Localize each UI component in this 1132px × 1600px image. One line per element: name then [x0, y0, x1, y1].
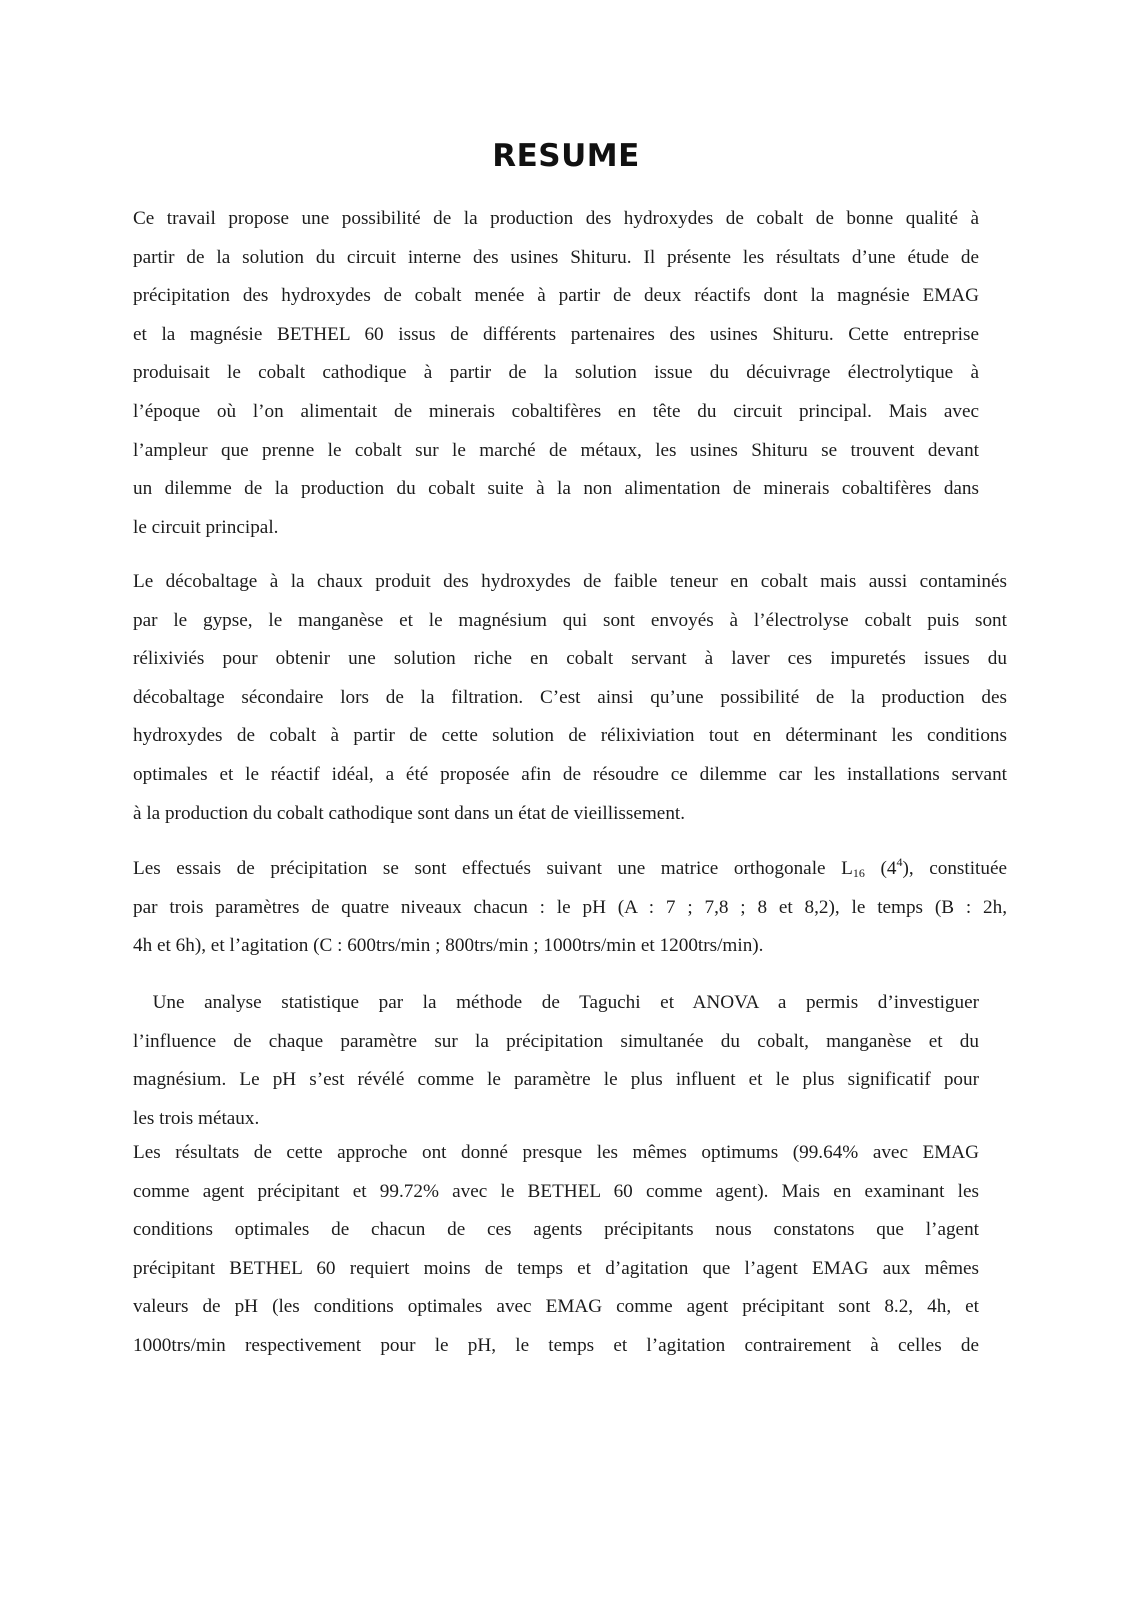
text-line: à la production du cobalt cathodique sont dans un état de vieillissement.: [133, 802, 686, 824]
text-line: valeurs de pH (les conditions optimales avec EMAG comme agent précipitant sont 8.2, 4h, et: [133, 1296, 979, 1318]
paragraph-intro: [133, 200, 979, 547]
text-line: rélixiviés pour obtenir une solution riche en cobalt servant à laver ces impuretés issues du: [133, 648, 1007, 670]
text-line: hydroxydes de cobalt à partir de cette solution de rélixiviation tout en déterminant les conditions: [133, 725, 1007, 747]
paragraph-resultats: [133, 1134, 979, 1366]
text-line: partir de la solution du circuit interne des usines Shituru. Il présente les résultats d’une étude de: [133, 246, 979, 268]
text-line: le circuit principal.: [133, 516, 279, 538]
text-line: précipitant BETHEL 60 requiert moins de temps et d’agitation que l’agent EMAG aux mêmes: [133, 1257, 979, 1279]
text-line: par le gypse, le manganèse et le magnésium qui sont envoyés à l’électrolyse cobalt puis sont: [133, 609, 1007, 631]
paragraph-analyse: [133, 984, 979, 1138]
text-line: conditions optimales de chacun de ces agents précipitants nous constatons que l’agent: [133, 1219, 979, 1241]
text-segment: ), constituée: [902, 858, 1007, 879]
page-title: RESUME: [492, 138, 640, 174]
text-line: décobaltage sécondaire lors de la filtration. C’est ainsi qu’une possibilité de la production des: [133, 686, 1007, 708]
text-line: produisait le cobalt cathodique à partir de la solution issue du décuivrage électrolytique à: [133, 362, 979, 384]
text-line: précipitation des hydroxydes de cobalt menée à partir de deux réactifs dont la magnésie EMAG: [133, 285, 979, 307]
text-line: Le décobaltage à la chaux produit des hydroxydes de faible teneur en cobalt mais aussi contaminés: [133, 571, 1007, 592]
text-line: 1000trs/min respectivement pour le pH, le temps et l’agitation contrairement à celles de: [133, 1334, 979, 1356]
text-line: les trois métaux.: [133, 1107, 260, 1129]
text-line: l’influence de chaque paramètre sur la précipitation simultanée du cobalt, manganèse et du: [133, 1030, 979, 1052]
text-line: un dilemme de la production du cobalt suite à la non alimentation de minerais cobaltifères dans: [133, 478, 979, 500]
text-segment: (4: [864, 858, 897, 879]
text-segment: Les essais de précipitation se sont effectués suivant une matrice orthogonale L: [133, 858, 853, 879]
subscript: 16: [852, 866, 865, 880]
text-line-matrix: [133, 850, 1007, 889]
text-line: comme agent précipitant et 99.72% avec le BETHEL 60 comme agent). Mais en examinant les: [133, 1180, 979, 1202]
text-line: par trois paramètres de quatre niveaux chacun : le pH (A : 7 ; 7,8 ; 8 et 8,2), le temps (B : 2h,: [133, 896, 1007, 918]
text-line: optimales et le réactif idéal, a été proposée afin de résoudre ce dilemme car les installations servant: [133, 763, 1007, 785]
paragraph-essais: [133, 850, 1007, 966]
text-line: 4h et 6h), et l’agitation (C : 600trs/min ; 800trs/min ; 1000trs/min et 1200trs/min).: [133, 935, 764, 957]
text-line: Les résultats de cette approche ont donné presque les mêmes optimums (99.64% avec EMAG: [133, 1142, 979, 1163]
text-line: et la magnésie BETHEL 60 issus de différents partenaires des usines Shituru. Cette entreprise: [133, 323, 979, 345]
text-line: Une analyse statistique par la méthode de Taguchi et ANOVA a permis d’investiguer: [133, 992, 979, 1013]
paragraph-decobaltage: [133, 563, 1007, 833]
text-line: Ce travail propose une possibilité de la production des hydroxydes de cobalt de bonne qualité à: [133, 208, 979, 229]
superscript: 4: [896, 855, 903, 869]
text-line: magnésium. Le pH s’est révélé comme le paramètre le plus influent et le plus significatif pour: [133, 1069, 979, 1091]
text-line: l’ampleur que prenne le cobalt sur le marché de métaux, les usines Shituru se trouvent devant: [133, 439, 979, 461]
text-line: l’époque où l’on alimentait de minerais cobaltifères en tête du circuit principal. Mais avec: [133, 400, 979, 422]
